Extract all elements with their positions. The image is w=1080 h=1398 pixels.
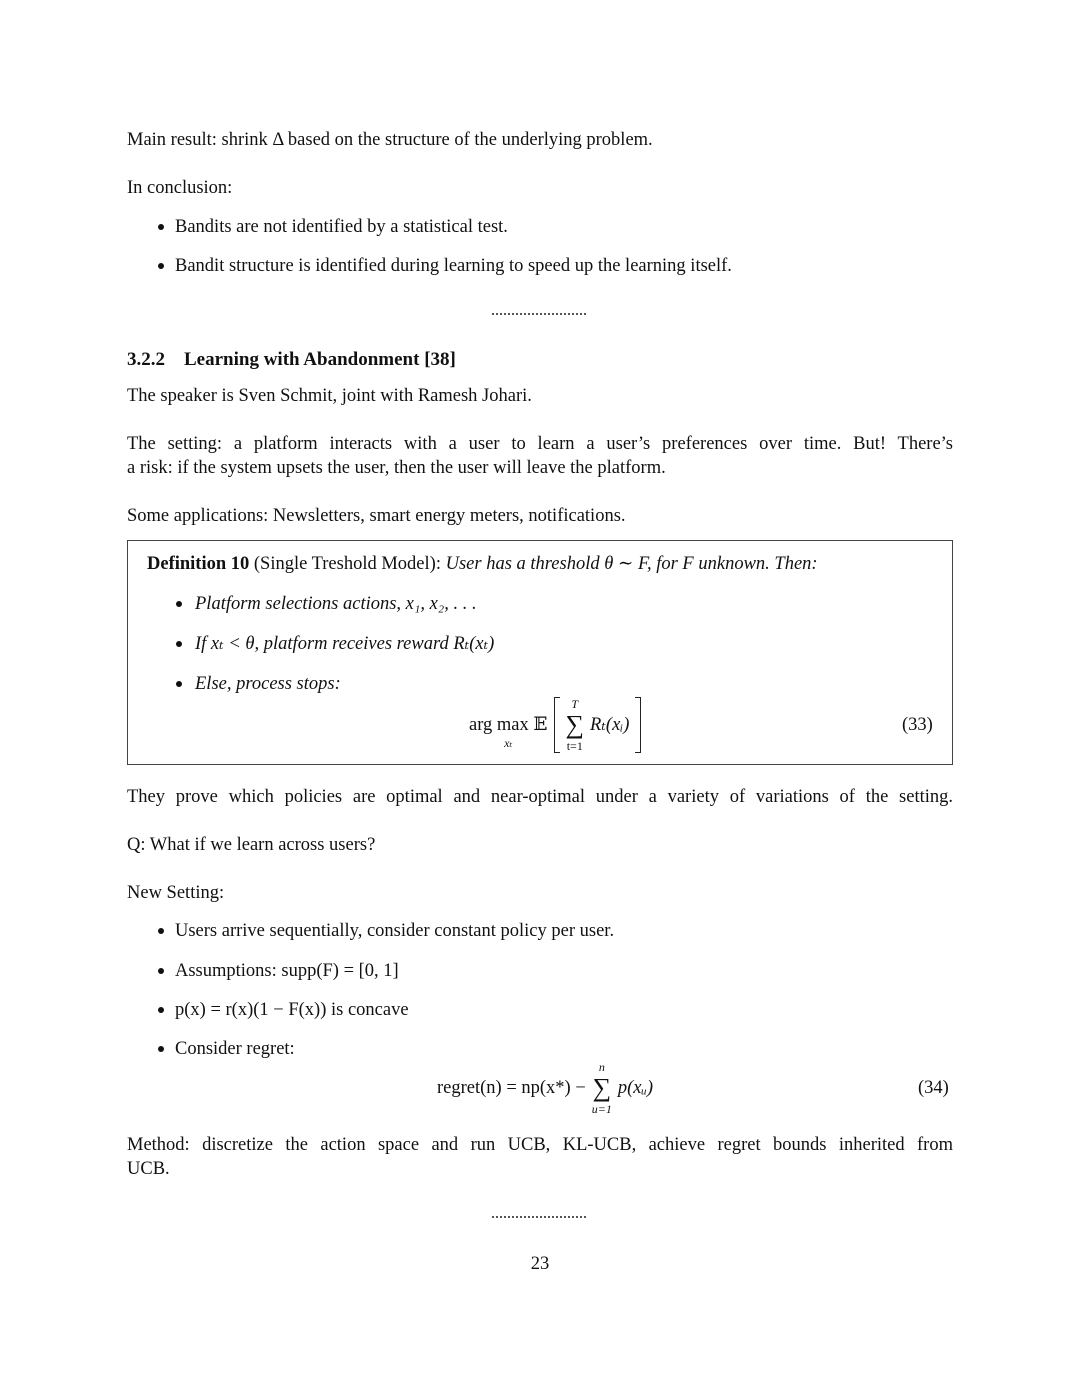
eq-body: p(xᵤ) bbox=[617, 1078, 654, 1098]
conclusion-bullet: Bandit structure is identified during learning to speed up the learning itself. bbox=[175, 256, 732, 276]
conclusion-intro: In conclusion: bbox=[127, 178, 233, 198]
bullet-icon bbox=[158, 968, 164, 974]
sum-bottom: t=1 bbox=[566, 739, 583, 753]
bullet-icon bbox=[158, 224, 164, 230]
definition-bullet: If xₜ < θ, platform receives reward Rₜ(xₜ) bbox=[195, 634, 495, 654]
setting-bullet: Users arrive sequentially, consider constant policy per user. bbox=[175, 921, 615, 941]
applications-text: Some applications: Newsletters, smart energy meters, notifications. bbox=[127, 506, 626, 526]
method-line-2: UCB. bbox=[127, 1159, 170, 1179]
bullet-icon bbox=[176, 601, 182, 607]
setting-bullet: Assumptions: supp(F) = [0, 1] bbox=[175, 961, 399, 981]
eq-lhs: arg max 𝔼 bbox=[469, 715, 548, 735]
eq-body: Rₜ(xᵢ) bbox=[590, 715, 630, 735]
definition-header bbox=[147, 553, 818, 575]
eq-lhs: regret(n) = np(x*) − bbox=[437, 1078, 586, 1098]
sum-icon: ∑ bbox=[592, 1073, 612, 1102]
separator bbox=[492, 1216, 586, 1218]
setting-line-1: The setting: a platform interacts with a user to learn a user’s preferences over time. But! There’s bbox=[127, 434, 953, 454]
conclusion-bullet: Bandits are not identified by a statistical test. bbox=[175, 217, 508, 237]
bullet-icon bbox=[158, 1046, 164, 1052]
section-number: 3.2.2 bbox=[127, 349, 165, 370]
right-bracket bbox=[635, 697, 641, 753]
bullet-icon bbox=[158, 928, 164, 934]
setting-bullet: p(x) = r(x)(1 − F(x)) is concave bbox=[175, 1000, 409, 1020]
equation-number: (33) bbox=[902, 715, 933, 735]
sum-icon: ∑ bbox=[565, 710, 585, 739]
equation-number: (34) bbox=[918, 1078, 949, 1098]
sum-top: T bbox=[571, 697, 579, 711]
prove-text: They prove which policies are optimal and near-optimal under a variety of variations of the setting. bbox=[127, 787, 953, 807]
equation-34 bbox=[437, 1060, 653, 1116]
bullet-icon bbox=[176, 641, 182, 647]
left-bracket bbox=[554, 697, 560, 753]
method-line-1: Method: discretize the action space and run UCB, KL-UCB, achieve regret bounds inherited from bbox=[127, 1135, 953, 1155]
sum-bottom: u=1 bbox=[591, 1102, 612, 1116]
section-title: Learning with Abandonment [38] bbox=[184, 349, 456, 370]
new-setting-text: New Setting: bbox=[127, 883, 225, 903]
equation-33 bbox=[469, 697, 641, 753]
sum-stack bbox=[592, 1060, 612, 1116]
setting-line-2: a risk: if the system upsets the user, then the user will leave the platform. bbox=[127, 458, 666, 478]
sum-top: n bbox=[598, 1060, 605, 1074]
separator bbox=[492, 313, 586, 315]
speaker-text: The speaker is Sven Schmit, joint with Ramesh Johari. bbox=[127, 386, 532, 406]
bullet-icon bbox=[158, 1007, 164, 1013]
definition-label: Definition 10 bbox=[147, 554, 250, 574]
definition-name: (Single Treshold Model): bbox=[253, 554, 441, 574]
bullet-icon bbox=[176, 681, 182, 687]
page-number: 23 bbox=[530, 1254, 550, 1274]
eq-sub: xₜ bbox=[504, 736, 513, 750]
sum-stack bbox=[566, 697, 585, 753]
bullet-icon bbox=[158, 263, 164, 269]
main-result-text: Main result: shrink Δ based on the structure of the underlying problem. bbox=[127, 130, 653, 150]
definition-bullet: Platform selections actions, x₁, x₂, . . . bbox=[195, 594, 477, 614]
question-text: Q: What if we learn across users? bbox=[127, 835, 376, 855]
setting-bullet: Consider regret: bbox=[175, 1039, 295, 1059]
argmax-stack bbox=[469, 700, 548, 750]
section-heading bbox=[127, 349, 456, 371]
definition-bullet: Else, process stops: bbox=[195, 674, 341, 694]
definition-statement: User has a threshold θ ∼ F, for F unknown. Then: bbox=[445, 554, 818, 574]
